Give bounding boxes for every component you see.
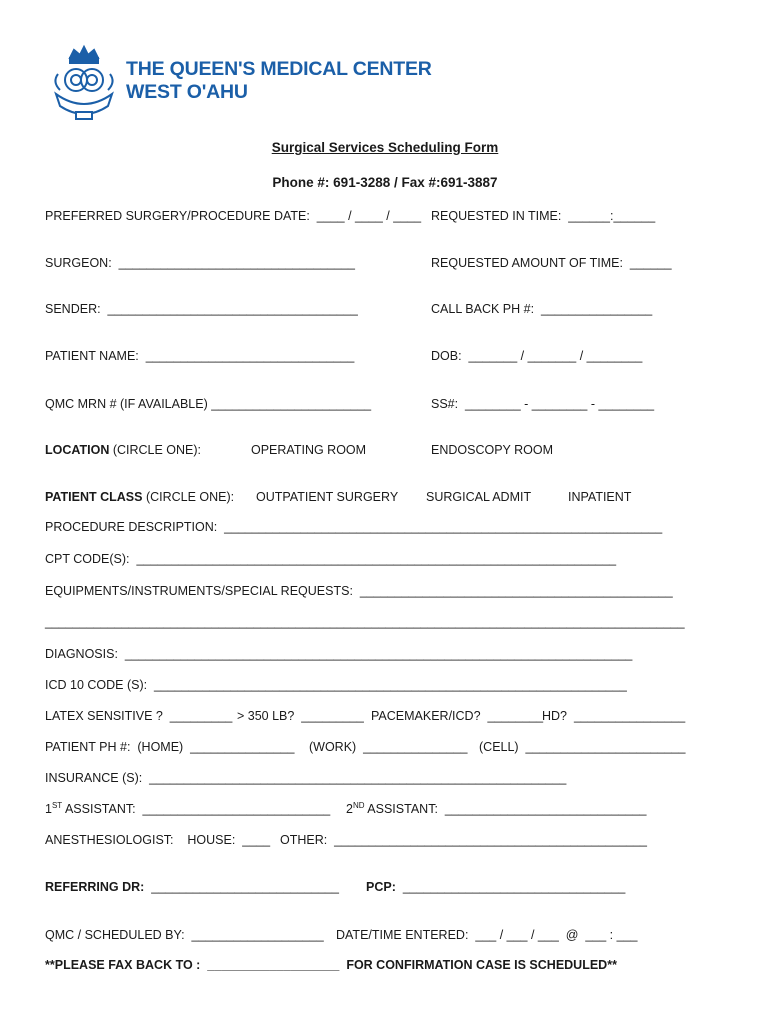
mrn-field[interactable]: QMC MRN # (IF AVAILABLE) _______________________ — [45, 397, 372, 411]
form-title: Surgical Services Scheduling Form — [271, 140, 499, 155]
first-assistant-field[interactable] — [45, 801, 330, 817]
diagnosis-field[interactable]: DIAGNOSIS: _________________________________________________________________________ — [45, 647, 633, 661]
referring-dr-label: REFERRING DR: — [45, 880, 145, 894]
org-name-line2: WEST O'AHU — [126, 81, 248, 103]
second-assistant-number: 2 — [346, 802, 353, 816]
anesthesiologist-other-field[interactable]: OTHER: _____________________________________________ — [280, 833, 648, 847]
fax-back-instruction: **PLEASE FAX BACK TO : ___________________ FOR CONFIRMATION CASE IS SCHEDULED** — [45, 958, 617, 972]
location-label-bold: LOCATION — [45, 443, 110, 457]
procedure-description-field[interactable]: PROCEDURE DESCRIPTION: _______________________________________________________________ — [45, 520, 663, 534]
scheduled-by-field[interactable]: QMC / SCHEDULED BY: ___________________ — [45, 928, 324, 942]
location-endoscopy-room[interactable]: ENDOSCOPY ROOM — [431, 443, 554, 457]
location-label-rest: (CIRCLE ONE): — [109, 443, 202, 457]
weight-over-350-field[interactable]: > 350 LB? _________ — [237, 709, 364, 723]
cpt-codes-field[interactable]: CPT CODE(S): _____________________________________________________________________ — [45, 552, 617, 566]
org-name-line1: THE QUEEN'S MEDICAL CENTER — [126, 58, 432, 80]
pacemaker-icd-field[interactable]: PACEMAKER/ICD? ________ — [371, 709, 544, 723]
insurance-field[interactable]: INSURANCE (S): ____________________________________________________________ — [45, 771, 567, 785]
queens-crest-icon — [48, 44, 120, 124]
location-operating-room[interactable]: OPERATING ROOM — [251, 443, 367, 457]
anesthesiologist-house-field[interactable]: ANESTHESIOLOGIST: HOUSE: ____ — [45, 833, 271, 847]
pcp-label: PCP: — [366, 880, 396, 894]
referring-dr-field[interactable] — [45, 879, 339, 895]
dob-field[interactable]: DOB: _______ / _______ / ________ — [431, 349, 643, 363]
sender-field[interactable]: SENDER: ____________________________________ — [45, 302, 358, 316]
pcp-line: ________________________________ — [395, 880, 626, 894]
patient-cell-phone-field[interactable]: (CELL) _______________________ — [479, 740, 686, 754]
latex-sensitive-field[interactable]: LATEX SENSITIVE ? _________ — [45, 709, 233, 723]
patient-name-field[interactable]: PATIENT NAME: ______________________________ — [45, 349, 355, 363]
class-outpatient-surgery[interactable]: OUTPATIENT SURGERY — [256, 490, 399, 504]
referring-dr-line: ___________________________ — [144, 880, 339, 894]
location-label — [45, 442, 201, 458]
patient-class-label-rest: (CIRCLE ONE): — [142, 490, 235, 504]
ssn-field[interactable]: SS#: ________ - ________ - ________ — [431, 397, 655, 411]
requested-time-field[interactable]: REQUESTED IN TIME: ______:______ — [431, 209, 656, 223]
hd-field[interactable]: HD? ________________ — [542, 709, 686, 723]
icd10-code-field[interactable]: ICD 10 CODE (S): ____________________________________________________________________ — [45, 678, 627, 692]
requested-amount-field[interactable]: REQUESTED AMOUNT OF TIME: ______ — [431, 256, 672, 270]
patient-work-phone-field[interactable]: (WORK) _______________ — [309, 740, 468, 754]
equipment-requests-field[interactable]: EQUIPMENTS/INSTRUMENTS/SPECIAL REQUESTS: _____________________________________________ — [45, 584, 673, 598]
datetime-entered-field[interactable]: DATE/TIME ENTERED: ___ / ___ / ___ @ ___ : ___ — [336, 928, 638, 942]
first-assistant-suffix: ST — [51, 801, 63, 810]
pcp-field[interactable] — [366, 879, 625, 895]
surgeon-field[interactable]: SURGEON: __________________________________ — [45, 256, 355, 270]
phone-fax: Phone #: 691-3288 / Fax #:691-3887 — [272, 175, 498, 190]
preferred-date-field[interactable]: PREFERRED SURGERY/PROCEDURE DATE: ____ / ____ / ____ — [45, 209, 422, 223]
patient-home-phone-field[interactable]: PATIENT PH #: (HOME) _______________ — [45, 740, 295, 754]
first-assistant-number: 1 — [45, 802, 52, 816]
second-assistant-suffix: ND — [352, 801, 365, 810]
callback-phone-field[interactable]: CALL BACK PH #: ________________ — [431, 302, 653, 316]
class-surgical-admit[interactable]: SURGICAL ADMIT — [426, 490, 532, 504]
equipment-continuation-line[interactable]: ____________________________________________________________________________________________ — [45, 615, 685, 629]
class-inpatient[interactable]: INPATIENT — [568, 490, 632, 504]
second-assistant-line: ASSISTANT: _____________________________ — [364, 802, 647, 816]
second-assistant-field[interactable] — [346, 801, 646, 817]
patient-class-label — [45, 489, 234, 505]
first-assistant-line: ASSISTANT: ___________________________ — [62, 802, 331, 816]
patient-class-label-bold: PATIENT CLASS — [45, 490, 143, 504]
